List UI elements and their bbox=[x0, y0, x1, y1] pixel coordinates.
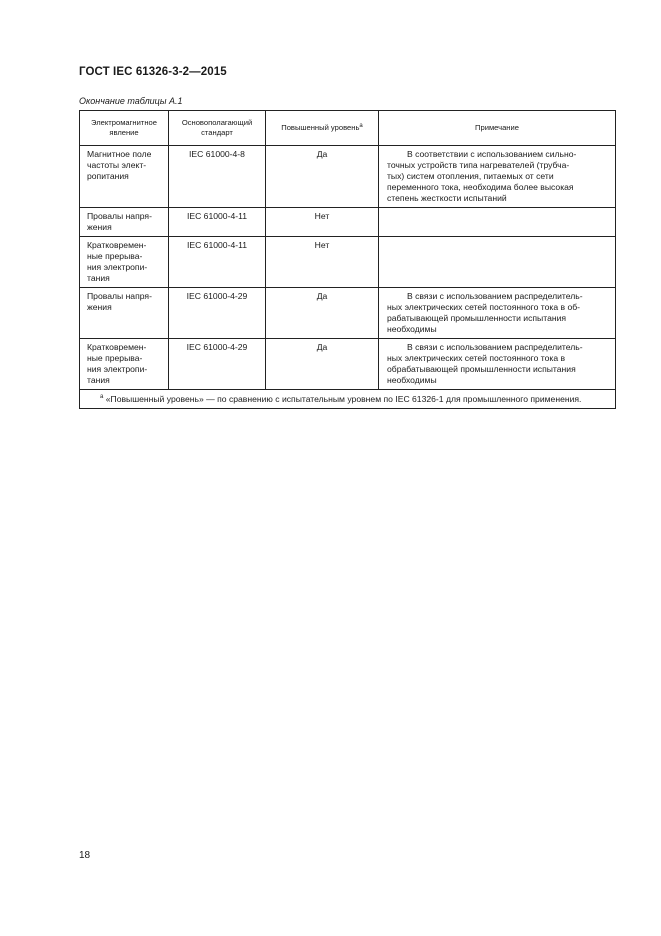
table-caption: Окончание таблицы А.1 bbox=[79, 96, 183, 106]
cell-phenomenon: Провалы напря- жения bbox=[80, 208, 169, 237]
cell-standard: IEC 61000-4-29 bbox=[169, 288, 266, 339]
column-header-note: Примечание bbox=[379, 111, 616, 146]
footnote-text: «Повышенный уровень» — по сравнению с испытательным уровнем по IEC 61326-1 для промышленного применения. bbox=[105, 394, 582, 404]
page-number: 18 bbox=[79, 850, 91, 861]
table-row bbox=[80, 237, 616, 288]
cell-level: Да bbox=[266, 339, 379, 390]
column-header-level: Повышенный уровень$^а$ bbox=[266, 111, 379, 146]
cell-level: Нет bbox=[266, 237, 379, 288]
column-header-phenomenon: Электромагнитное явление bbox=[80, 111, 169, 146]
cell-standard: IEC 61000-4-29 bbox=[169, 339, 266, 390]
cell-note: В связи с использованием распределитель- ных электрических сетей постоянного тока в обрабатывающей промышленности испытания необходимы bbox=[379, 339, 616, 390]
cell-phenomenon: Магнитное поле частоты элект- ропитания bbox=[80, 146, 169, 208]
cell-phenomenon: Кратковремен- ные прерыва- ния электропи- тания bbox=[80, 237, 169, 288]
table-row bbox=[80, 339, 616, 390]
cell-standard: IEC 61000-4-11 bbox=[169, 208, 266, 237]
table-row bbox=[80, 288, 616, 339]
table-row bbox=[80, 146, 616, 208]
cell-phenomenon: Провалы напря- жения bbox=[80, 288, 169, 339]
cell-note bbox=[379, 208, 616, 237]
table-row bbox=[80, 208, 616, 237]
footnote-mark: а bbox=[100, 394, 104, 400]
cell-level: Да bbox=[266, 288, 379, 339]
table-footnote-row bbox=[80, 390, 616, 409]
cell-note: В соответствии с использованием сильно- точных устройств типа нагревателей (трубча- тых) систем отопления, питаемых от сети переменного тока, необходима более высокая степень жесткости испытаний bbox=[379, 146, 616, 208]
cell-level: Нет bbox=[266, 208, 379, 237]
footnote-mark: а bbox=[359, 122, 363, 129]
cell-phenomenon: Кратковремен- ные прерыва- ния электропи- тания bbox=[80, 339, 169, 390]
table-footnote bbox=[80, 390, 616, 409]
cell-note: В связи с использованием распределитель- ных электрических сетей постоянного тока в об- рабатывающей промышленности испытания необходимы bbox=[379, 288, 616, 339]
column-header-standard: Основополагающий стандарт bbox=[169, 111, 266, 146]
cell-standard: IEC 61000-4-8 bbox=[169, 146, 266, 208]
document-header: ГОСТ IEC 61326-3-2—2015 bbox=[79, 66, 227, 78]
cell-standard: IEC 61000-4-11 bbox=[169, 237, 266, 288]
emc-table bbox=[79, 110, 616, 409]
cell-level: Да bbox=[266, 146, 379, 208]
cell-note bbox=[379, 237, 616, 288]
table-header-row bbox=[80, 111, 616, 146]
